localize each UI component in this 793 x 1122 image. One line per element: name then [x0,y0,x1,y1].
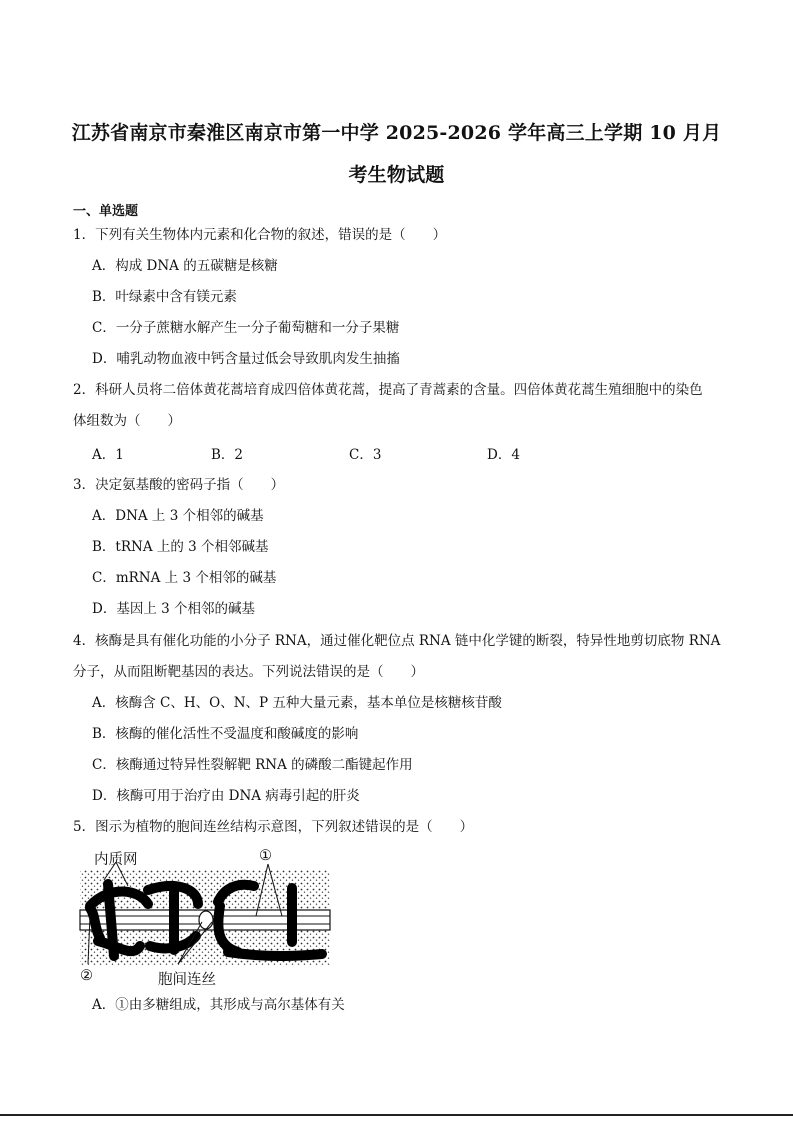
page-bottom-rule [0,1114,793,1116]
q1-option-a: A．构成 DNA 的五碳糖是核糖 [92,258,278,274]
q2-option-b: B．2 [211,447,244,463]
q2-option-d: D．4 [487,447,520,463]
q4-stem-line2: 分子，从而阻断靶基因的表达。下列说法错误的是（ ） [73,664,424,680]
figure-label-plasmodesmata: 胞间连丝 [158,972,216,988]
plasmodesma-channel [199,911,213,929]
q1-stem: 1．下列有关生物体内元素和化合物的叙述，错误的是（ ） [73,227,447,243]
q4-option-c: C．核酶通过特异性裂解靶 RNA 的磷酸二酯键起作用 [92,757,413,773]
q2-stem-line1: 2．科研人员将二倍体黄花蒿培育成四倍体黄花蒿，提高了青蒿素的含量。四倍体黄花蒿生殖细胞中的染色 [73,382,703,398]
figure-label-1: ① [259,848,272,864]
figure-label-2: ② [80,968,93,984]
q4-option-a: A．核酶含 C、H、O、N、P 五种大量元素，基本单位是核糖核苷酸 [92,695,502,711]
q4-option-b: B．核酶的催化活性不受温度和酸碱度的影响 [92,726,359,742]
q5-option-a: A．①由多糖组成，其形成与高尔基体有关 [92,997,345,1013]
doc-title-line1: 江苏省南京市秦淮区南京市第一中学 2025-2026 学年高三上学期 10 月月 [71,122,722,144]
q3-option-d: D．基因上 3 个相邻的碱基 [92,601,255,617]
q3-stem: 3．决定氨基酸的密码子指（ ） [73,477,285,493]
q1-option-b: B．叶绿素中含有镁元素 [92,289,237,305]
q1-option-c: C．一分子蔗糖水解产生一分子葡萄糖和一分子果糖 [92,320,400,336]
doc-title-line2: 考生物试题 [348,164,445,186]
q3-option-c: C．mRNA 上 3 个相邻的碱基 [92,570,277,586]
q4-option-d: D．核酶可用于治疗由 DNA 病毒引起的肝炎 [92,788,360,804]
q3-option-a: A．DNA 上 3 个相邻的碱基 [92,508,264,524]
q1-option-d: D．哺乳动物血液中钙含量过低会导致肌肉发生抽搐 [92,351,400,367]
plasmodesmata-figure [78,846,334,986]
q3-option-b: B．tRNA 上的 3 个相邻碱基 [92,539,269,555]
q2-stem-line2: 体组数为（ ） [73,413,181,429]
figure-label-er: 内质网 [94,852,138,868]
q4-stem-line1: 4．核酶是具有催化功能的小分子 RNA，通过催化靶位点 RNA 链中化学键的断裂，特异性地剪切底物 RNA [73,633,721,649]
q2-option-c: C．3 [349,447,382,463]
section-heading: 一、单选题 [73,204,139,219]
q5-stem: 5．图示为植物的胞间连丝结构示意图，下列叙述错误的是（ ） [73,819,474,835]
q2-option-a: A．1 [92,447,124,463]
